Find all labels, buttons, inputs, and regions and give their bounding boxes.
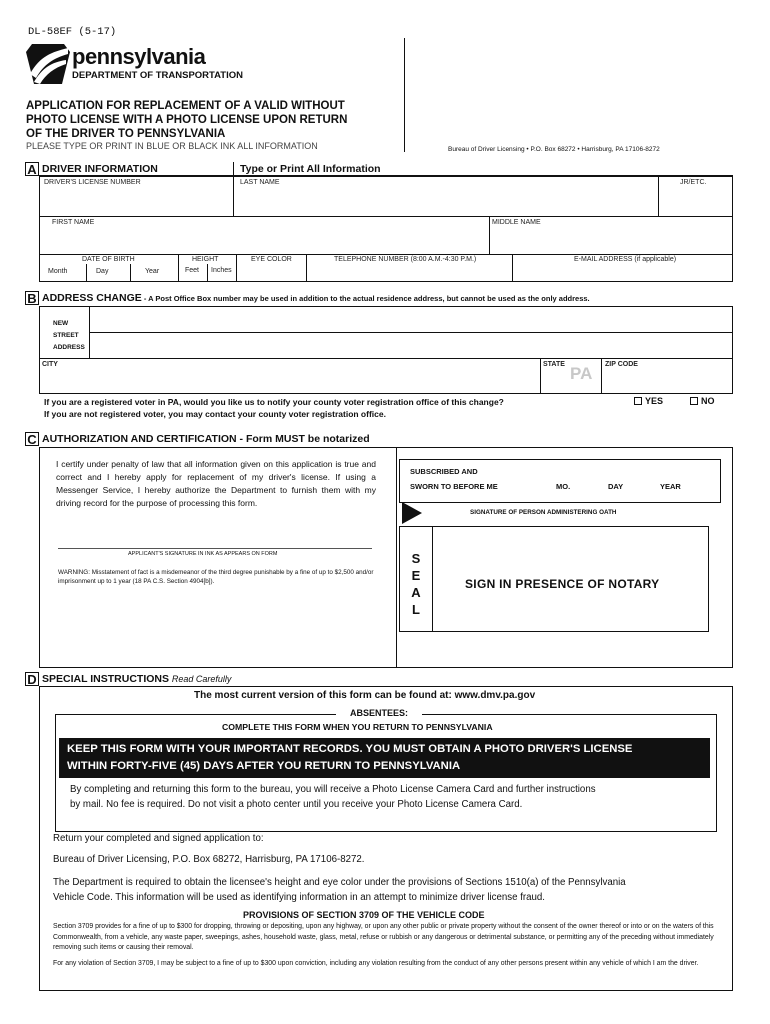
dob-day-label: Day <box>96 268 109 275</box>
section-c-letter: C <box>25 432 39 446</box>
section-a-title: DRIVER INFORMATION <box>42 163 158 175</box>
voter-yes-option[interactable]: YES <box>634 396 663 406</box>
keep-form-banner: KEEP THIS FORM WITH YOUR IMPORTANT RECORDS. YOU MUST OBTAIN A PHOTO DRIVER'S LICENSE WITHIN FORTY-FIVE (45) DAYS AFTER YOU RETURN TO PENNSYLVANIA <box>59 738 710 778</box>
height-feet-label: Feet <box>185 267 200 274</box>
middle-name-label: MIDDLE NAME <box>492 219 541 226</box>
section-b-title: ADDRESS CHANGE - A Post Office Box number may be used in addition to the actual residence address, but cannot be used as the only address. <box>42 292 590 304</box>
sworn-label: SWORN TO BEFORE ME <box>410 482 498 491</box>
notary-box <box>399 459 721 503</box>
state-value: PA <box>570 364 593 383</box>
section-c-title: AUTHORIZATION AND CERTIFICATION - Form MUST be notarized <box>42 433 370 445</box>
arrow-right-icon <box>402 502 422 524</box>
form-id: DL-58EF (5-17) <box>28 26 117 38</box>
keystone-logo-icon <box>26 44 70 84</box>
notary-sign-text: SIGN IN PRESENCE OF NOTARY <box>465 577 660 591</box>
year-label: YEAR <box>660 482 681 491</box>
mo-label: MO. <box>556 482 571 491</box>
seal-label: S E A L <box>411 551 421 617</box>
camera-card-text: By completing and returning this form to the bureau, you will receive a Photo License Camera Card and further instructions by mail. No fee is required. Do not visit a photo center until you receive your Photo License Camera Card. <box>70 784 596 810</box>
license-number-label: DRIVER'S LICENSE NUMBER <box>44 179 141 186</box>
zip-label: ZIP CODE <box>605 361 638 368</box>
telephone-field[interactable] <box>308 264 510 281</box>
first-name-field[interactable] <box>41 228 487 253</box>
last-name-field[interactable] <box>236 188 656 216</box>
jr-label: JR/ETC. <box>680 179 707 186</box>
warning-text: WARNING: Misstatement of fact is a misdemeanor of the third degree punishable by a fine of up to $2,500 and/or imprisonment up to 1 year (18 PA C.S. Section 4904[b]). <box>58 569 374 585</box>
dob-label: DATE OF BIRTH <box>82 256 135 263</box>
voter-note: If you are not registered voter, you may contact your county voter registration office. <box>44 409 386 419</box>
return-to-text: Return your completed and signed application to: <box>53 833 264 844</box>
agency-dept: DEPARTMENT OF TRANSPORTATION <box>72 70 243 81</box>
license-number-field[interactable] <box>41 188 231 216</box>
bureau-address: Bureau of Driver Licensing • P.O. Box 68272 • Harrisburg, PA 17106-8272 <box>448 146 660 153</box>
last-name-label: LAST NAME <box>240 179 280 186</box>
zip-field[interactable] <box>604 370 731 392</box>
section-d-title: SPECIAL INSTRUCTIONS Read Carefully <box>42 673 232 685</box>
voter-no-option[interactable]: NO <box>690 396 715 406</box>
print-note: PLEASE TYPE OR PRINT IN BLUE OR BLACK INK ALL INFORMATION <box>26 141 318 151</box>
provisions-paragraph-1: Section 3709 provides for a fine of up to $300 for dropping, throwing or depositing, upon any highway, or upon any other public or private property without the consent of the owner thereof or into or on the waters of this Commonwealth, from a vehicle, any waste paper, sweepings, ashes, household waste, glass, metal, refuse or rubbish or any dangerous or detrimental substance, or permitting any of the preceding without immediately removing such items or causing their removal. <box>53 923 714 951</box>
height-label: HEIGHT <box>192 256 219 263</box>
email-field[interactable] <box>514 264 731 281</box>
subscribed-label: SUBSCRIBED AND <box>410 467 478 476</box>
email-label: E-MAIL ADDRESS (if applicable) <box>574 256 677 263</box>
oath-signature-field[interactable] <box>430 503 720 523</box>
telephone-label: TELEPHONE NUMBER (8:00 A.M.-4:30 P.M.) <box>334 256 477 263</box>
middle-name-field[interactable] <box>491 228 731 253</box>
height-inches-label: Inches <box>211 267 232 274</box>
oath-signature-label: SIGNATURE OF PERSON ADMINISTERING OATH <box>470 509 617 516</box>
new-street-label: NEW STREET ADDRESS <box>53 320 85 351</box>
eye-color-label: EYE COLOR <box>251 256 292 263</box>
jr-field[interactable] <box>660 188 730 216</box>
section-a-subtitle: Type or Print All Information <box>240 163 381 175</box>
current-version-text: The most current version of this form can be found at: www.dmv.pa.gov <box>194 690 536 701</box>
day-label: DAY <box>608 482 624 491</box>
provisions-title: PROVISIONS OF SECTION 3709 OF THE VEHICLE CODE <box>243 910 485 920</box>
dob-month-label: Month <box>48 268 68 275</box>
section-a-letter: A <box>25 162 39 176</box>
provisions-paragraph-2: For any violation of Section 3709, I may be subject to a fine of up to $300 upon conviction, including any violation resulting from the conduct of any other persons present within any vehicle of which I am the driver. <box>53 960 699 967</box>
agency-state: pennsylvania <box>72 44 206 69</box>
no-checkbox[interactable] <box>690 397 698 405</box>
street-address-field[interactable] <box>92 309 730 355</box>
return-address-text: Bureau of Driver Licensing, P.O. Box 68272, Harrisburg, PA 17106-8272. <box>53 854 365 865</box>
section-d-letter: D <box>25 672 39 686</box>
applicant-signature-field[interactable] <box>58 530 372 548</box>
state-label: STATE <box>543 361 565 368</box>
absentees-label: ABSENTEES: <box>336 708 422 718</box>
complete-form-text: COMPLETE THIS FORM WHEN YOU RETURN TO PENNSYLVANIA <box>222 722 493 732</box>
form-title: APPLICATION FOR REPLACEMENT OF A VALID WITHOUT PHOTO LICENSE WITH A PHOTO LICENSE UPON RETURN OF THE DRIVER TO PENNSYLVANIA <box>26 100 348 140</box>
dob-year-label: Year <box>145 268 160 275</box>
applicant-signature-label: APPLICANT'S SIGNATURE IN INK AS APPEARS ON FORM <box>128 551 278 557</box>
certification-text: I certify under penalty of law that all information given on this application is true and correct and I hereby apply for replacement of my driver's license. If using a Messenger Service, I hereby authorize the Department to furnish them with my driving record for the purpose of processing this form. <box>56 459 376 508</box>
city-field[interactable] <box>42 370 537 392</box>
first-name-label: FIRST NAME <box>52 219 95 226</box>
yes-checkbox[interactable] <box>634 397 642 405</box>
city-label: CITY <box>42 361 58 368</box>
voter-question: If you are a registered voter in PA, would you like us to notify your county voter registration office of this change? <box>44 397 504 407</box>
department-requirement-text: The Department is required to obtain the licensee's height and eye color under the provisions of Sections 1510(a) of the Pennsylvania Vehicle Code. This information will be used as identifying information in an attempt to minimize driver license fraud. <box>53 877 626 903</box>
section-b-letter: B <box>25 291 39 305</box>
